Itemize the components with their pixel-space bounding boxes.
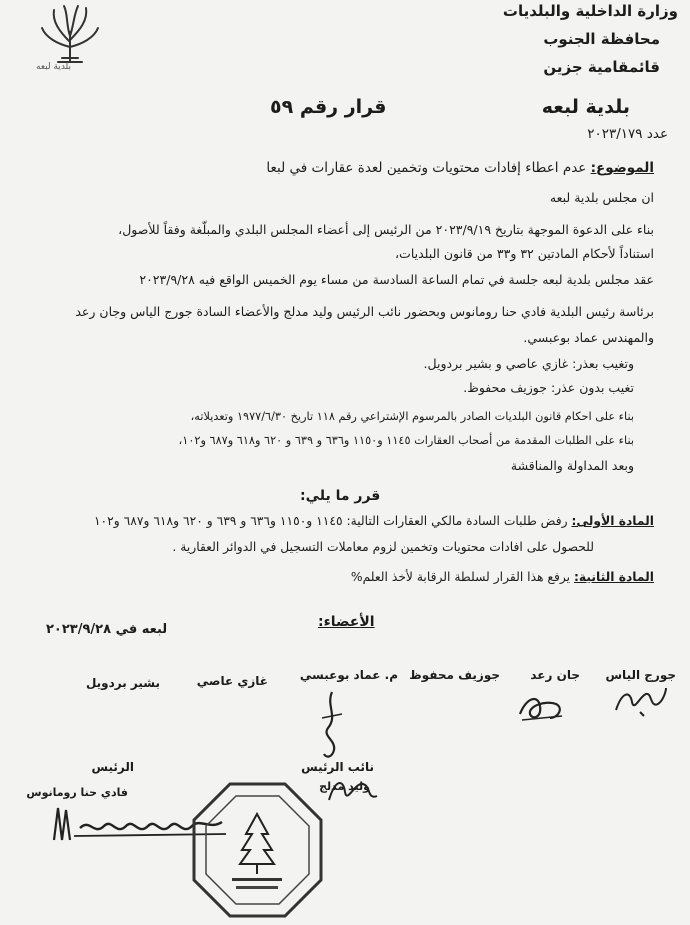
paragraph-council: ان مجلس بلدية لبعه	[549, 190, 654, 205]
paragraph-engineer: والمهندس عماد بوعبسي.	[523, 330, 654, 345]
member-name: جان رعد	[530, 668, 580, 682]
subject-line	[266, 160, 654, 176]
president-name: فادي حنا رومانوس	[26, 786, 128, 799]
subject-text: عدم اعطاء إفادات محتويات وتخمين لعدة عقارات في لبعا	[266, 160, 587, 176]
signature-vice-president-icon	[325, 770, 385, 810]
article-two	[351, 570, 654, 584]
member-name: جوزيف محفوظ	[409, 668, 500, 682]
vice-president-name: وليد مدلج	[319, 780, 370, 793]
article-one-label: المادة الأولى:	[571, 514, 654, 528]
decision-number	[587, 126, 668, 142]
decides-heading: قرر ما يلي:	[300, 488, 381, 504]
municipality-logo-icon	[30, 2, 110, 87]
member-name: بشير بردويل	[85, 676, 160, 690]
municipality-name: بلدية لبعه	[541, 96, 630, 118]
member-name: م. عماد بوعبسي	[299, 668, 398, 682]
ministry-name: وزارة الداخلية والبلديات	[502, 2, 678, 20]
decision-number-label: عدد	[646, 126, 668, 142]
decision-title: قرار رقم ٥٩	[270, 96, 387, 118]
article-two-label: المادة الثانية:	[573, 570, 654, 584]
paragraph-excused: وتغيب بعذر: غازي عاصي و بشير بردويل.	[423, 356, 634, 371]
logo-caption: بلدية لبعه	[36, 62, 72, 72]
official-stamp-icon	[190, 780, 325, 920]
members-label: الأعضاء:	[318, 614, 375, 630]
subject-label: الموضوع:	[590, 160, 654, 176]
article-one-line2: للحصول على افادات محتويات وتخمين لزوم معاملات التسجيل في الدوائر العقارية .	[172, 540, 594, 554]
governorate-name: محافظة الجنوب	[543, 30, 660, 48]
paragraph-presidency: برئاسة رئيس البلدية فادي حنا رومانوس وبحضور نائب الرئيس وليد مدلج والأعضاء السادة جورج الياس وجان رعد	[75, 304, 654, 319]
article-one	[94, 514, 654, 528]
president-title: الرئيس	[91, 760, 134, 774]
paragraph-session: عقد مجلس بلدية لبعه جلسة في تمام الساعة السادسة من مساء يوم الخميس الواقع فيه ٢٠٢٣/٩/٢٨	[139, 272, 654, 287]
paragraph-unexcused: تغيب بدون عذر: جوزيف محفوظ.	[463, 380, 634, 395]
member-name: جورج الياس	[605, 668, 676, 682]
article-one-line1: رفض طلبات السادة مالكي العقارات التالية: ١١٤٥ و١١٥٠ و٦٣٦ و ٦٣٩ و ٦٢٠ و٦١٨ و٦٨٧ و١٠٢	[93, 514, 568, 528]
vice-president-title: نائب الرئيس	[301, 760, 374, 774]
paragraph-law: بناء على احكام قانون البلديات الصادر بالمرسوم الإشتراعي رقم ١١٨ تاريخ ١٩٧٧/٦/٣٠ وتعديلاته،	[190, 410, 634, 423]
signature-georges-icon	[610, 682, 670, 718]
paragraph-articles: استناداً لأحكام المادتين ٣٢ و٣٣ من قانون البلديات،	[395, 246, 654, 261]
member-name: غازي عاصي	[196, 674, 268, 688]
decision-number-value: ٢٠٢٣/١٧٩	[587, 126, 643, 142]
district-name: قائمقامية جزين	[543, 58, 660, 76]
signature-jean-icon	[512, 684, 572, 726]
article-two-text: يرفع هذا القرار لسلطة الرقابة لأخذ العلم%	[350, 570, 571, 584]
paragraph-invitation: بناء على الدعوة الموجهة بتاريخ ٢٠٢٣/٩/١٩ من الرئيس إلى أعضاء المجلس البلدي والمبلّغة وفقاً للأصول،	[118, 222, 654, 237]
signature-imad-icon	[312, 688, 352, 762]
date-line: لبعه في ٢٠٢٣/٩/٢٨	[46, 622, 168, 637]
paragraph-deliberation: وبعد المداولة والمناقشة	[510, 458, 634, 473]
paragraph-requests: بناء على الطلبات المقدمة من أصحاب العقارات ١١٤٥ و١١٥٠ و٦٣٦ و ٦٣٩ و ٦٢٠ و٦١٨ و٦٨٧ و١٠٢،	[178, 434, 634, 447]
